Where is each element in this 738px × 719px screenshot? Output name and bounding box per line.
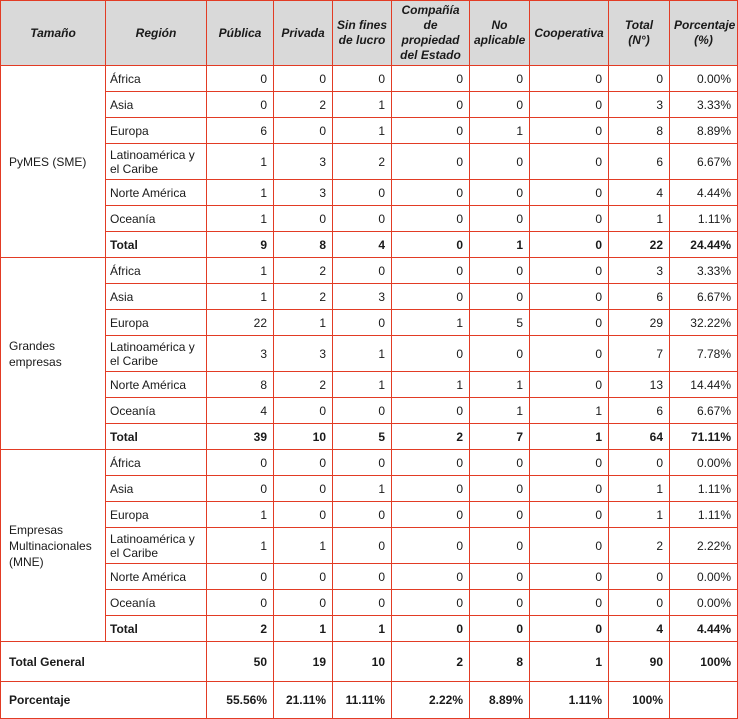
total-cell-total: 64 [609, 424, 670, 450]
table-row [1, 502, 738, 528]
total-label: Total [106, 232, 207, 258]
value-cell-sin-fines: 0 [333, 502, 392, 528]
value-cell-sin-fines: 1 [333, 118, 392, 144]
total-cell-sin-fines: 5 [333, 424, 392, 450]
value-cell-estado: 0 [392, 92, 470, 118]
value-cell-no-aplicable: 0 [470, 206, 530, 232]
region-cell: África [106, 258, 207, 284]
value-cell-no-aplicable: 0 [470, 284, 530, 310]
value-cell-estado: 0 [392, 66, 470, 92]
value-cell-cooperativa: 0 [530, 502, 609, 528]
total-cell-no-aplicable: 0 [470, 616, 530, 642]
value-cell-privada: 2 [274, 284, 333, 310]
value-cell-publica: 0 [207, 590, 274, 616]
value-cell-no-aplicable: 0 [470, 180, 530, 206]
value-cell-estado: 1 [392, 310, 470, 336]
value-cell-estado: 0 [392, 590, 470, 616]
total-label: Total [106, 616, 207, 642]
value-cell-privada: 0 [274, 398, 333, 424]
total-general-cell-cooperativa: 1 [530, 642, 609, 682]
value-cell-privada: 0 [274, 450, 333, 476]
table-row [1, 398, 738, 424]
region-cell: África [106, 66, 207, 92]
value-cell-total: 6 [609, 284, 670, 310]
value-cell-estado: 0 [392, 118, 470, 144]
value-cell-publica: 1 [207, 180, 274, 206]
value-cell-porcentaje: 1.11% [670, 476, 738, 502]
value-cell-sin-fines: 0 [333, 398, 392, 424]
total-cell-estado: 2 [392, 424, 470, 450]
value-cell-porcentaje: 0.00% [670, 564, 738, 590]
value-cell-sin-fines: 2 [333, 144, 392, 180]
value-cell-porcentaje: 32.22% [670, 310, 738, 336]
value-cell-publica: 1 [207, 528, 274, 564]
value-cell-no-aplicable: 0 [470, 144, 530, 180]
total-general-label: Total General [1, 642, 207, 682]
region-cell: Asia [106, 284, 207, 310]
total-cell-cooperativa: 0 [530, 232, 609, 258]
value-cell-cooperativa: 0 [530, 528, 609, 564]
region-cell: Latinoamérica y el Caribe [106, 336, 207, 372]
group-total-row [1, 232, 738, 258]
value-cell-porcentaje: 14.44% [670, 372, 738, 398]
value-cell-sin-fines: 0 [333, 206, 392, 232]
total-cell-privada: 1 [274, 616, 333, 642]
percentage-cell-no-aplicable: 8.89% [470, 682, 530, 719]
value-cell-total: 13 [609, 372, 670, 398]
value-cell-publica: 1 [207, 206, 274, 232]
value-cell-sin-fines: 0 [333, 66, 392, 92]
header-privada: Privada [274, 1, 333, 66]
value-cell-porcentaje: 0.00% [670, 66, 738, 92]
value-cell-sin-fines: 0 [333, 590, 392, 616]
region-cell: Norte América [106, 180, 207, 206]
total-general-cell-privada: 19 [274, 642, 333, 682]
table-row [1, 144, 738, 180]
value-cell-privada: 0 [274, 66, 333, 92]
value-cell-publica: 8 [207, 372, 274, 398]
total-cell-porcentaje: 4.44% [670, 616, 738, 642]
table-body [1, 66, 738, 719]
percentage-row-label: Porcentaje [1, 682, 207, 719]
value-cell-no-aplicable: 0 [470, 258, 530, 284]
value-cell-privada: 1 [274, 528, 333, 564]
header-total: Total (N°) [609, 1, 670, 66]
value-cell-publica: 1 [207, 502, 274, 528]
header-estado: Compañía de propiedad del Estado [392, 1, 470, 66]
value-cell-privada: 0 [274, 590, 333, 616]
value-cell-cooperativa: 1 [530, 398, 609, 424]
value-cell-cooperativa: 0 [530, 450, 609, 476]
value-cell-total: 1 [609, 502, 670, 528]
percentage-cell-privada: 21.11% [274, 682, 333, 719]
value-cell-cooperativa: 0 [530, 118, 609, 144]
value-cell-cooperativa: 0 [530, 144, 609, 180]
value-cell-cooperativa: 0 [530, 336, 609, 372]
header-publica: Pública [207, 1, 274, 66]
header-size: Tamaño [1, 1, 106, 66]
value-cell-privada: 0 [274, 476, 333, 502]
value-cell-estado: 0 [392, 476, 470, 502]
region-cell: África [106, 450, 207, 476]
value-cell-total: 0 [609, 66, 670, 92]
value-cell-privada: 1 [274, 310, 333, 336]
value-cell-total: 2 [609, 528, 670, 564]
total-general-cell-publica: 50 [207, 642, 274, 682]
value-cell-cooperativa: 0 [530, 92, 609, 118]
value-cell-estado: 0 [392, 450, 470, 476]
size-group-label: PyMES (SME) [1, 66, 106, 258]
region-cell: Europa [106, 502, 207, 528]
header-region: Región [106, 1, 207, 66]
total-cell-no-aplicable: 1 [470, 232, 530, 258]
value-cell-porcentaje: 4.44% [670, 180, 738, 206]
region-cell: Latinoamérica y el Caribe [106, 528, 207, 564]
value-cell-no-aplicable: 1 [470, 398, 530, 424]
value-cell-porcentaje: 1.11% [670, 206, 738, 232]
value-cell-cooperativa: 0 [530, 66, 609, 92]
value-cell-porcentaje: 1.11% [670, 502, 738, 528]
value-cell-sin-fines: 0 [333, 180, 392, 206]
value-cell-cooperativa: 0 [530, 310, 609, 336]
total-cell-publica: 39 [207, 424, 274, 450]
group-total-row [1, 424, 738, 450]
total-cell-estado: 0 [392, 232, 470, 258]
value-cell-porcentaje: 3.33% [670, 92, 738, 118]
total-general-cell-total: 90 [609, 642, 670, 682]
value-cell-privada: 3 [274, 336, 333, 372]
value-cell-estado: 0 [392, 528, 470, 564]
value-cell-publica: 1 [207, 258, 274, 284]
value-cell-privada: 3 [274, 180, 333, 206]
total-cell-estado: 0 [392, 616, 470, 642]
value-cell-privada: 0 [274, 564, 333, 590]
total-cell-cooperativa: 1 [530, 424, 609, 450]
value-cell-privada: 3 [274, 144, 333, 180]
total-general-row [1, 642, 738, 682]
table-row [1, 450, 738, 476]
value-cell-sin-fines: 0 [333, 450, 392, 476]
region-cell: Oceanía [106, 590, 207, 616]
table-row [1, 284, 738, 310]
value-cell-privada: 2 [274, 92, 333, 118]
value-cell-publica: 0 [207, 66, 274, 92]
value-cell-total: 7 [609, 336, 670, 372]
region-cell: Asia [106, 476, 207, 502]
value-cell-publica: 1 [207, 284, 274, 310]
value-cell-estado: 0 [392, 336, 470, 372]
value-cell-cooperativa: 0 [530, 476, 609, 502]
value-cell-sin-fines: 1 [333, 92, 392, 118]
percentage-cell-publica: 55.56% [207, 682, 274, 719]
table-row [1, 310, 738, 336]
value-cell-publica: 0 [207, 476, 274, 502]
total-cell-porcentaje: 24.44% [670, 232, 738, 258]
region-cell: Europa [106, 118, 207, 144]
header-porcentaje: Porcentaje (%) [670, 1, 738, 66]
value-cell-publica: 0 [207, 92, 274, 118]
value-cell-sin-fines: 1 [333, 372, 392, 398]
value-cell-total: 1 [609, 476, 670, 502]
total-general-cell-estado: 2 [392, 642, 470, 682]
region-cell: Latinoamérica y el Caribe [106, 144, 207, 180]
total-general-cell-no-aplicable: 8 [470, 642, 530, 682]
value-cell-publica: 1 [207, 144, 274, 180]
region-cell: Oceanía [106, 206, 207, 232]
percentage-cell-sin-fines: 11.11% [333, 682, 392, 719]
value-cell-cooperativa: 0 [530, 372, 609, 398]
value-cell-estado: 0 [392, 398, 470, 424]
value-cell-sin-fines: 0 [333, 564, 392, 590]
value-cell-cooperativa: 0 [530, 284, 609, 310]
group-total-row [1, 616, 738, 642]
value-cell-cooperativa: 0 [530, 564, 609, 590]
value-cell-no-aplicable: 0 [470, 528, 530, 564]
header-no-aplicable: No aplicable [470, 1, 530, 66]
value-cell-estado: 0 [392, 258, 470, 284]
value-cell-estado: 0 [392, 284, 470, 310]
value-cell-cooperativa: 0 [530, 258, 609, 284]
size-group-label: Empresas Multinacionales (MNE) [1, 450, 106, 642]
value-cell-porcentaje: 8.89% [670, 118, 738, 144]
value-cell-total: 1 [609, 206, 670, 232]
header-cooperativa: Cooperativa [530, 1, 609, 66]
value-cell-privada: 0 [274, 118, 333, 144]
table-row [1, 66, 738, 92]
value-cell-total: 29 [609, 310, 670, 336]
value-cell-no-aplicable: 0 [470, 564, 530, 590]
value-cell-porcentaje: 0.00% [670, 590, 738, 616]
value-cell-porcentaje: 7.78% [670, 336, 738, 372]
table-row [1, 258, 738, 284]
value-cell-publica: 0 [207, 564, 274, 590]
region-cell: Norte América [106, 372, 207, 398]
region-cell: Norte América [106, 564, 207, 590]
value-cell-publica: 4 [207, 398, 274, 424]
percentage-cell-cooperativa: 1.11% [530, 682, 609, 719]
value-cell-total: 6 [609, 398, 670, 424]
value-cell-total: 0 [609, 590, 670, 616]
value-cell-no-aplicable: 5 [470, 310, 530, 336]
total-cell-no-aplicable: 7 [470, 424, 530, 450]
value-cell-privada: 0 [274, 206, 333, 232]
value-cell-publica: 3 [207, 336, 274, 372]
value-cell-sin-fines: 0 [333, 310, 392, 336]
table-row [1, 118, 738, 144]
percentage-cell-estado: 2.22% [392, 682, 470, 719]
value-cell-porcentaje: 0.00% [670, 450, 738, 476]
total-cell-total: 22 [609, 232, 670, 258]
value-cell-no-aplicable: 1 [470, 372, 530, 398]
percentage-cell-total: 100% [609, 682, 670, 719]
value-cell-no-aplicable: 0 [470, 450, 530, 476]
region-cell: Asia [106, 92, 207, 118]
value-cell-privada: 0 [274, 502, 333, 528]
total-cell-cooperativa: 0 [530, 616, 609, 642]
percentage-row [1, 682, 738, 719]
value-cell-porcentaje: 3.33% [670, 258, 738, 284]
table-row [1, 476, 738, 502]
value-cell-no-aplicable: 0 [470, 66, 530, 92]
value-cell-estado: 0 [392, 502, 470, 528]
value-cell-privada: 2 [274, 372, 333, 398]
total-general-cell-sin-fines: 10 [333, 642, 392, 682]
size-group-label: Grandes empresas [1, 258, 106, 450]
value-cell-no-aplicable: 0 [470, 590, 530, 616]
table-row [1, 372, 738, 398]
value-cell-porcentaje: 2.22% [670, 528, 738, 564]
value-cell-total: 3 [609, 92, 670, 118]
value-cell-estado: 0 [392, 564, 470, 590]
value-cell-total: 0 [609, 450, 670, 476]
value-cell-no-aplicable: 0 [470, 476, 530, 502]
total-cell-sin-fines: 1 [333, 616, 392, 642]
header-sin-fines: Sin fines de lucro [333, 1, 392, 66]
table-row [1, 180, 738, 206]
value-cell-total: 4 [609, 180, 670, 206]
region-cell: Europa [106, 310, 207, 336]
value-cell-porcentaje: 6.67% [670, 284, 738, 310]
total-cell-privada: 8 [274, 232, 333, 258]
value-cell-total: 6 [609, 144, 670, 180]
value-cell-sin-fines: 3 [333, 284, 392, 310]
total-cell-privada: 10 [274, 424, 333, 450]
value-cell-publica: 6 [207, 118, 274, 144]
value-cell-total: 8 [609, 118, 670, 144]
value-cell-sin-fines: 0 [333, 258, 392, 284]
value-cell-publica: 0 [207, 450, 274, 476]
value-cell-sin-fines: 1 [333, 336, 392, 372]
value-cell-no-aplicable: 0 [470, 92, 530, 118]
table-row [1, 336, 738, 372]
total-label: Total [106, 424, 207, 450]
total-cell-publica: 9 [207, 232, 274, 258]
total-cell-sin-fines: 4 [333, 232, 392, 258]
value-cell-cooperativa: 0 [530, 180, 609, 206]
total-general-cell-porcentaje: 100% [670, 642, 738, 682]
total-cell-porcentaje: 71.11% [670, 424, 738, 450]
table-row [1, 590, 738, 616]
value-cell-estado: 0 [392, 180, 470, 206]
value-cell-privada: 2 [274, 258, 333, 284]
value-cell-total: 0 [609, 564, 670, 590]
table-row [1, 92, 738, 118]
value-cell-sin-fines: 0 [333, 528, 392, 564]
value-cell-total: 3 [609, 258, 670, 284]
table-row [1, 564, 738, 590]
value-cell-publica: 22 [207, 310, 274, 336]
value-cell-no-aplicable: 1 [470, 118, 530, 144]
header-row [1, 1, 738, 66]
value-cell-porcentaje: 6.67% [670, 398, 738, 424]
region-cell: Oceanía [106, 398, 207, 424]
value-cell-cooperativa: 0 [530, 590, 609, 616]
value-cell-estado: 0 [392, 206, 470, 232]
value-cell-estado: 0 [392, 144, 470, 180]
empty-cell [670, 682, 738, 719]
table-row [1, 528, 738, 564]
value-cell-no-aplicable: 0 [470, 502, 530, 528]
total-cell-publica: 2 [207, 616, 274, 642]
value-cell-no-aplicable: 0 [470, 336, 530, 372]
value-cell-sin-fines: 1 [333, 476, 392, 502]
table-row [1, 206, 738, 232]
value-cell-estado: 1 [392, 372, 470, 398]
value-cell-cooperativa: 0 [530, 206, 609, 232]
value-cell-porcentaje: 6.67% [670, 144, 738, 180]
total-cell-total: 4 [609, 616, 670, 642]
